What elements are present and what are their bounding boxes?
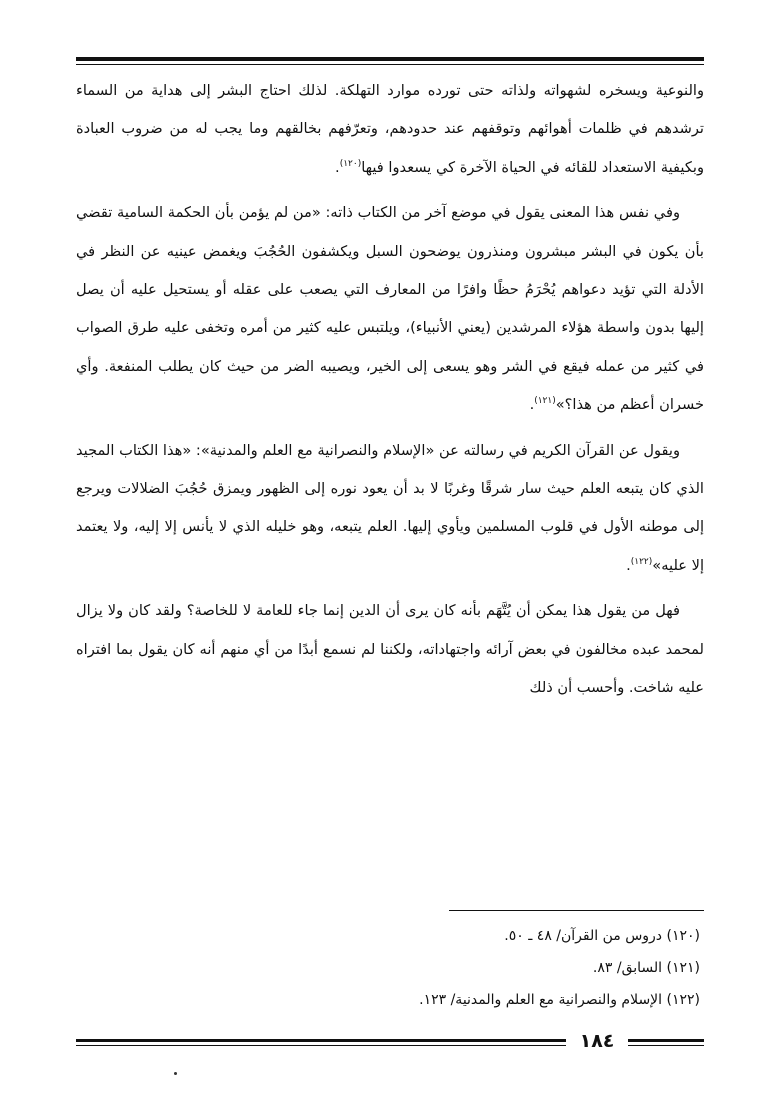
paragraph-1-end: . bbox=[335, 158, 340, 176]
page-footer bbox=[76, 1031, 704, 1053]
footer-rule-right-thin bbox=[628, 1045, 704, 1046]
footnote-121: (١٢١) السابق/ ٨٣. bbox=[592, 960, 700, 976]
paragraph-2-end: . bbox=[529, 396, 535, 414]
paragraph-3 bbox=[76, 432, 704, 586]
paragraph-2-text: وفي نفس هذا المعنى يقول في موضع آخر من الكتاب ذاته: «من لم يؤمن بأن الحكمة السامية تقضي بأن يكون في البشر مبشرون ومنذرون يوضحون السبل ويكشفون الحُجُبَ ويغمض عينيه عن النظر في الأدلة التي تؤيد دعواهم يُحْرَمُ حظًا وافرًا من المعارف التي يصعب على عقله أو يستحيل عليه أن يصل إليها بدون واسطة هؤلاء المرشدين (يعني الأنبياء)، ويلتبس عليه كثير من أمره وتخفى عليه طرق الصواب في كثير من عمله فيقع في الشر وهو يسعى إلى الخير، ويصيبه الضر من حيث كان يطلب المنفعة. وأي خسران أعظم من هذا؟» bbox=[76, 204, 704, 414]
footnote-122: (١٢٢) الإسلام والنصرانية مع العلم والمدنية/ ١٢٣. bbox=[419, 992, 700, 1008]
paragraph-1-text: والنوعية ويسخره لشهواته ولذاته حتى تورده موارد التهلكة. لذلك احتاج البشر إلى هداية من السماء ترشدهم في ظلمات أهوائهم وتوقفهم عند حدودهم، وتعرّفهم بخالقهم وما يجب له من ضروب العبادة وبكيفية الاستعداد للقائه في الحياة الآخرة كي يسعدوا فيها bbox=[76, 82, 704, 176]
paragraph-3-end: . bbox=[626, 556, 631, 574]
footnote-ref-122: (١٢٢) bbox=[630, 556, 653, 567]
paragraph-1 bbox=[76, 72, 704, 187]
header-rule-thin bbox=[76, 64, 704, 65]
paragraph-2 bbox=[76, 194, 704, 424]
footer-rule-right bbox=[628, 1039, 704, 1042]
main-text bbox=[76, 72, 704, 715]
footnote-120: (١٢٠) دروس من القرآن/ ٤٨ ـ ٥٠. bbox=[504, 928, 700, 944]
paragraph-4-text: فهل من يقول هذا يمكن أن يُتَّهَم بأنه كان يرى أن الدين إنما جاء للعامة لا للخاصة؟ ولقد كان ولا يزال لمحمد عبده مخالفون في بعض آرائه واجتهاداته، ولكننا لم نسمع أبدًا من أي منهم أنه كان يقول بما افتراه عليه شاخت. وأحسب أن ذلك bbox=[76, 602, 704, 697]
footer-rule-left bbox=[76, 1039, 566, 1042]
footnote-ref-120: (١٢٠) bbox=[339, 158, 362, 169]
paragraph-3-text: ويقول عن القرآن الكريم في رسالته عن «الإسلام والنصرانية مع العلم والمدنية»: «هذا الكتاب المجيد الذي كان يتبعه العلم حيث سار شرقًا وغربًا لا بد أن يعود نوره إلى الظهور ويمزق حُجُبَ الضلالات ويرجع إلى موطنه الأول في قلوب المسلمين ويأوي إليها. العلم يتبعه، وهو خليله الذي لا يأنس إلا إليه، ولا يعتمد إلا عليه» bbox=[76, 441, 704, 574]
footnote-ref-121: (١٢١) bbox=[534, 396, 556, 407]
footer-rule-left-thin bbox=[76, 1045, 566, 1046]
footnote-separator bbox=[449, 910, 704, 911]
header-rule-thick bbox=[76, 57, 704, 61]
footnotes bbox=[76, 920, 704, 1016]
paragraph-4 bbox=[76, 592, 704, 707]
scan-speck bbox=[174, 1072, 177, 1075]
page-number: ١٨٤ bbox=[579, 1030, 615, 1052]
